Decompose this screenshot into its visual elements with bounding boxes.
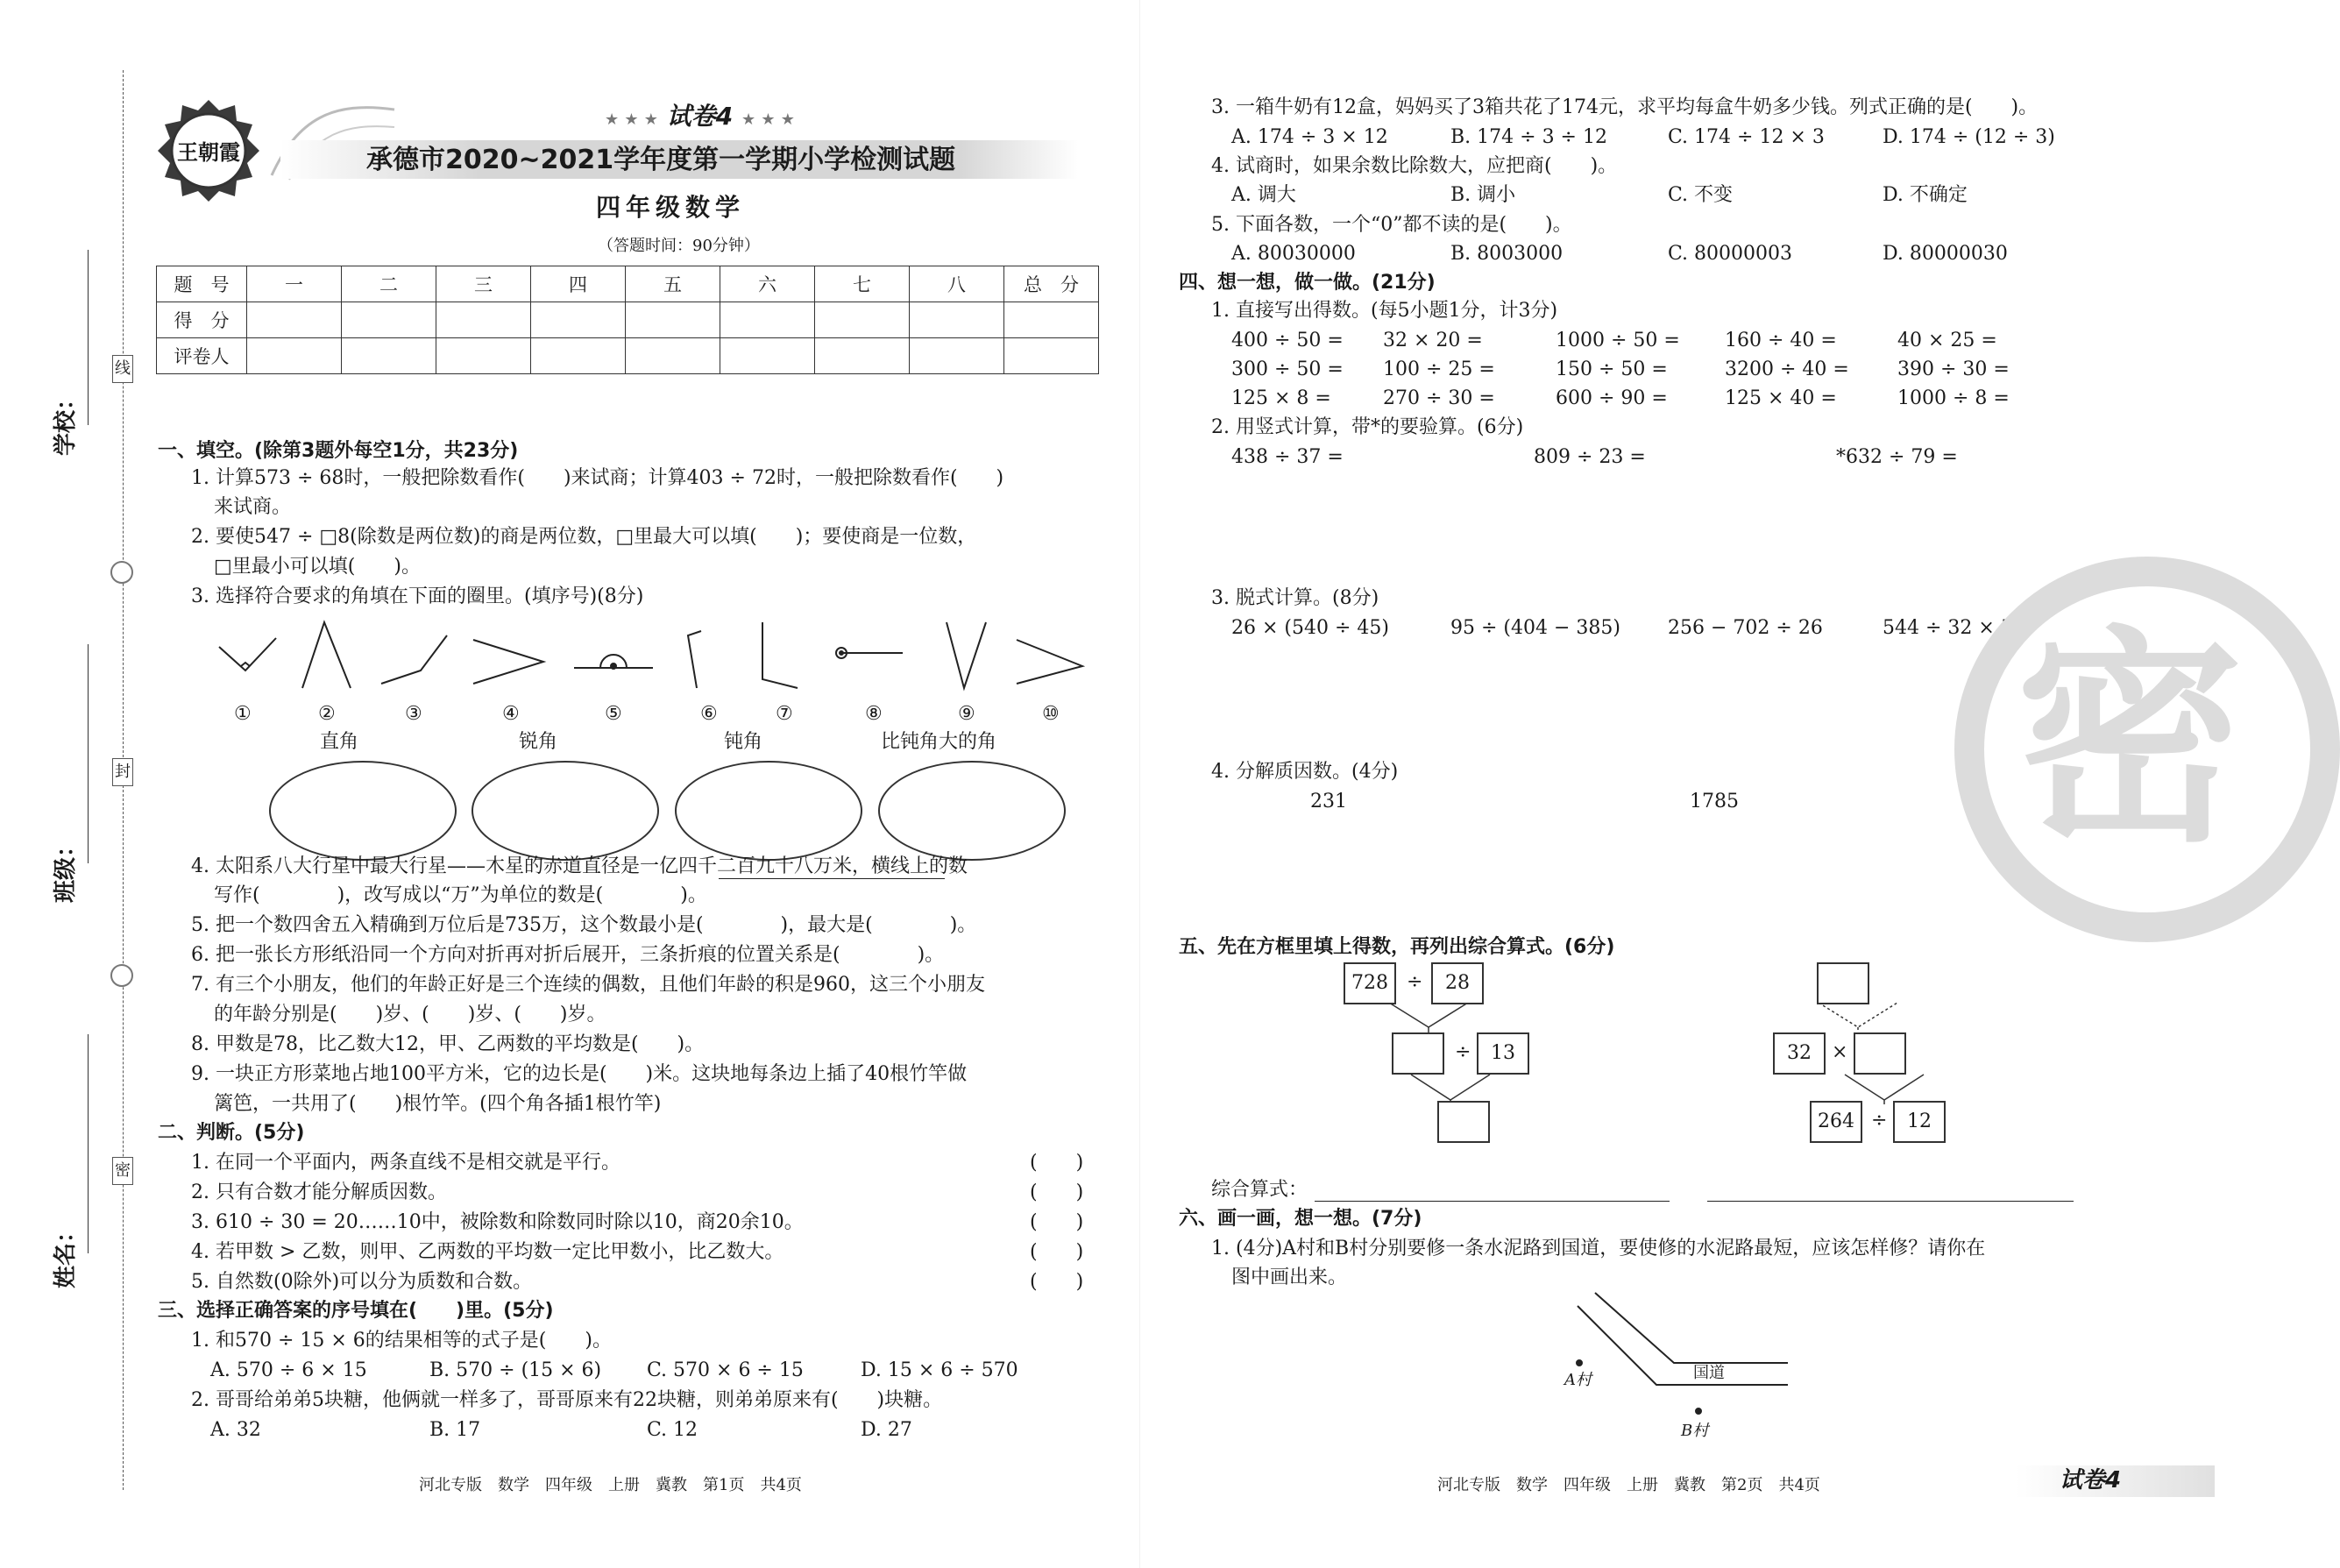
choice-q5-opt-d[interactable]: D. 80000030 <box>1883 243 2008 265</box>
vertical-calc-item[interactable]: *632 ÷ 79 = <box>1836 446 1958 468</box>
calc-box-728: 728 <box>1344 962 1396 1004</box>
vertical-calc-title: 2. 用竖式计算，带*的要验算。(6分) <box>1211 416 1524 438</box>
table-header-cell: 二 <box>342 266 436 302</box>
q1-2-text: 2. 要使547 ÷ □8(除数是两位数)的商是两位数，□里最大可以填( )；要使商是一位数， <box>191 526 977 548</box>
category-obtuse-angle: 钝角 <box>724 731 763 753</box>
exam-banner: ★ ★ ★ 试卷4 ★ ★ ★ <box>605 102 795 131</box>
answer-oval-right[interactable] <box>269 761 457 861</box>
choice-q4-opt-b[interactable]: B. 调小 <box>1450 184 1516 206</box>
choice-q2-opt-d[interactable]: D. 27 <box>861 1419 912 1441</box>
angle-figures <box>210 614 1104 701</box>
answer-oval-obtuse[interactable] <box>675 761 862 861</box>
score-table <box>156 266 1099 374</box>
confidential-watermark <box>1954 557 2244 942</box>
table-header-cell: 四 <box>531 266 626 302</box>
oral-item[interactable]: 100 ÷ 25 = <box>1383 358 1495 380</box>
class-label: 班级： <box>53 834 79 903</box>
choice-q5-text: 5. 下面各数，一个“0”都不读的是( )。 <box>1211 214 1572 236</box>
choice-q5-opt-a[interactable]: A. 80030000 <box>1231 243 1356 265</box>
step-calc-title: 3. 脱式计算。(8分) <box>1211 587 1379 609</box>
section-5-title: 五、先在方框里填上得数，再列出综合算式。(6分) <box>1179 936 1615 958</box>
choice-q2-opt-a[interactable]: A. 32 <box>210 1419 261 1441</box>
banner-text: 试卷4 <box>666 102 734 131</box>
score-cell[interactable] <box>1004 302 1099 338</box>
choice-q2-opt-c[interactable]: C. 12 <box>647 1419 698 1441</box>
judge-item-1: 1. 在同一个平面内，两条直线不是相交就是平行。 <box>191 1152 620 1174</box>
page-fold <box>1139 0 1140 1568</box>
section-6-title: 六、画一画，想一想。(7分) <box>1179 1208 1422 1230</box>
table-row <box>157 302 1099 338</box>
score-cell[interactable] <box>910 338 1004 374</box>
category-reflex-angle: 比钝角大的角 <box>881 731 997 753</box>
section-2-title: 二、判断。(5分) <box>158 1122 305 1144</box>
table-row <box>157 338 1099 374</box>
calc-box-28: 28 <box>1431 962 1484 1004</box>
vertical-calc-item[interactable]: 809 ÷ 23 = <box>1534 446 1646 468</box>
category-acute-angle: 锐角 <box>519 731 558 753</box>
choice-q4-opt-d[interactable]: D. 不确定 <box>1883 184 1968 206</box>
angle-label: ③ <box>405 703 422 725</box>
score-cell[interactable] <box>531 302 626 338</box>
formula-line-right[interactable] <box>1707 1201 2074 1202</box>
choice-q3-opt-a[interactable]: A. 174 ÷ 3 × 12 <box>1231 126 1388 148</box>
oral-item[interactable]: 390 ÷ 30 = <box>1897 358 2010 380</box>
oral-item[interactable]: 270 ÷ 30 = <box>1383 387 1495 409</box>
oral-item[interactable]: 300 ÷ 50 = <box>1231 358 1344 380</box>
mark-mi: 密 <box>112 1157 133 1185</box>
q1-1-text-cont: 来试商。 <box>214 496 292 518</box>
calc-answer-box[interactable] <box>1817 962 1869 1004</box>
brand-logo <box>156 98 261 203</box>
score-cell[interactable] <box>531 338 626 374</box>
choice-q3-opt-c[interactable]: C. 174 ÷ 12 × 3 <box>1668 126 1825 148</box>
section-4-title: 四、想一想，做一做。(21分) <box>1179 272 1436 294</box>
choice-q3-text: 3. 一箱牛奶有12盒，妈妈买了3箱共花了174元，求平均每盒牛奶多少钱。列式正确的是( )。 <box>1211 96 2039 118</box>
q1-4-text: 4. 太阳系八大行星中最大行星——木星的赤道直径是一亿四千二百九十八万米，横线上的数 <box>191 855 968 877</box>
angle-label: ⑩ <box>1042 703 1060 725</box>
factor-title: 4. 分解质因数。(4分) <box>1211 761 1399 783</box>
angle-label: ① <box>234 703 252 725</box>
angle-9 <box>947 622 986 688</box>
score-cell[interactable] <box>720 338 815 374</box>
calc-box-12: 12 <box>1893 1101 1946 1143</box>
exam-title: 承德市2020~2021学年度第一学期小学检测试题 <box>366 145 956 175</box>
score-cell[interactable] <box>626 338 720 374</box>
score-cell[interactable] <box>342 302 436 338</box>
mark-feng: 封 <box>112 758 133 786</box>
oral-item[interactable]: 600 ÷ 90 = <box>1556 387 1668 409</box>
step-calc-item[interactable]: 544 ÷ 32 × 5 <box>1883 617 2013 639</box>
score-cell[interactable] <box>815 302 910 338</box>
name-label: 姓名： <box>53 1219 79 1288</box>
operator-divide: ÷ <box>1455 1041 1471 1063</box>
judge-item-4: 4. 若甲数 > 乙数，则甲、乙两数的平均数一定比甲数小，比乙数大。 <box>191 1241 784 1263</box>
village-b-label: B村 <box>1681 1422 1709 1440</box>
factor-item[interactable]: 1785 <box>1690 791 1739 812</box>
subject-title: 四年级数学 <box>596 193 746 222</box>
judge-item-3: 3. 610 ÷ 30 = 20……10中，被除数和除数同时除以10，商20余10。 <box>191 1211 804 1233</box>
table-header-cell: 八 <box>910 266 1004 302</box>
vertical-calc-item[interactable]: 438 ÷ 37 = <box>1231 446 1344 468</box>
punch-hole-icon <box>110 561 133 584</box>
q1-9-text-cont: 篱笆，一共用了( )根竹竿。(四个角各插1根竹竿) <box>214 1093 662 1115</box>
step-calc-item[interactable]: 256 − 702 ÷ 26 <box>1668 617 1823 639</box>
table-header-cell: 五 <box>626 266 720 302</box>
exam-time: （答题时间：90分钟） <box>598 237 760 255</box>
angle-label: ⑦ <box>776 703 793 725</box>
choice-q5-opt-c[interactable]: C. 80000003 <box>1668 243 1793 265</box>
choice-q2-text: 2. 哥哥给弟弟5块糖，他俩就一样多了，哥哥原来有22块糖，则弟弟原来有( )块糖。 <box>191 1389 943 1411</box>
choice-q2-opt-b[interactable]: B. 17 <box>429 1419 481 1441</box>
q1-3-text: 3. 选择符合要求的角填在下面的圈里。(填序号)(8分) <box>191 585 644 607</box>
footer-right: 河北专版 数学 四年级 上册 冀教 第2页 共4页 <box>1437 1476 1820 1494</box>
angle-label: ② <box>318 703 336 725</box>
score-cell[interactable] <box>815 338 910 374</box>
oral-item[interactable]: 150 ÷ 50 = <box>1556 358 1668 380</box>
choice-q1-text: 1. 和570 ÷ 15 × 6的结果相等的式子是( )。 <box>191 1330 612 1352</box>
angle-label: ⑤ <box>605 703 622 725</box>
angle-2 <box>302 622 351 688</box>
judge-bracket-5[interactable]: ( ) <box>1030 1271 1084 1293</box>
score-cell[interactable] <box>247 302 342 338</box>
oral-item[interactable]: 1000 ÷ 8 = <box>1897 387 2010 409</box>
step-calc-item[interactable]: 26 × (540 ÷ 45) <box>1231 617 1389 639</box>
table-header-cell: 总 分 <box>1004 266 1099 302</box>
angle-6 <box>688 631 701 688</box>
q1-8-text: 8. 甲数是78，比乙数大12，甲、乙两数的平均数是( )。 <box>191 1033 705 1055</box>
operator-divide: ÷ <box>1407 971 1423 993</box>
score-cell[interactable] <box>436 302 531 338</box>
draw-q1-text-cont: 图中画出来。 <box>1231 1266 1348 1288</box>
calc-box-32: 32 <box>1773 1032 1826 1075</box>
choice-q1-opt-c[interactable]: C. 570 × 6 ÷ 15 <box>647 1359 804 1381</box>
choice-q1-opt-b[interactable]: B. 570 ÷ (15 × 6) <box>429 1359 602 1381</box>
footer-badge: 试卷4 <box>2060 1467 2122 1494</box>
answer-oval-reflex[interactable] <box>878 761 1066 861</box>
oral-calc-title: 1. 直接写出得数。(每5小题1分，计3分) <box>1211 300 1558 322</box>
step-calc-item[interactable]: 95 ÷ (404 − 385) <box>1450 617 1620 639</box>
q1-7-text-cont: 的年龄分别是( )岁、( )岁、( )岁。 <box>214 1004 606 1025</box>
judge-item-5: 5. 自然数(0除外)可以分为质数和合数。 <box>191 1271 533 1293</box>
score-cell[interactable] <box>342 338 436 374</box>
table-header-cell: 题 号 <box>157 266 247 302</box>
score-cell[interactable] <box>436 338 531 374</box>
choice-q5-opt-b[interactable]: B. 8003000 <box>1450 243 1564 265</box>
oral-item[interactable]: 3200 ÷ 40 = <box>1725 358 1849 380</box>
table-header-cell: 三 <box>436 266 531 302</box>
table-row-label: 评卷人 <box>157 338 247 374</box>
q1-1-text: 1. 计算573 ÷ 68时，一般把除数看作( )来试商；计算403 ÷ 72时，一般把除数看作( ) <box>191 467 1004 489</box>
q1-5-text: 5. 把一个数四舍五入精确到万位后是735万，这个数最小是( )，最大是( )。 <box>191 914 977 936</box>
formula-line-left[interactable] <box>1315 1201 1670 1202</box>
oral-item[interactable]: 400 ÷ 50 = <box>1231 330 1344 351</box>
score-cell[interactable] <box>910 302 1004 338</box>
watermark-char: 密 <box>2016 608 2244 873</box>
road-label: 国道 <box>1693 1364 1725 1382</box>
logo-text: 王朝霞 <box>177 139 240 165</box>
angle-4 <box>473 640 543 684</box>
q1-7-text: 7. 有三个小朋友，他们的年龄正好是三个连续的偶数，且他们年龄的积是960，这三个小朋友 <box>191 974 985 996</box>
judge-bracket-4[interactable]: ( ) <box>1030 1241 1084 1263</box>
angle-1 <box>219 638 276 670</box>
angle-label: ⑨ <box>958 703 975 725</box>
calc-box-264: 264 <box>1810 1101 1862 1143</box>
choice-q3-opt-b[interactable]: B. 174 ÷ 3 ÷ 12 <box>1450 126 1607 148</box>
judge-bracket-1[interactable]: ( ) <box>1030 1152 1084 1174</box>
oral-item[interactable]: 160 ÷ 40 = <box>1725 330 1837 351</box>
choice-q1-opt-a[interactable]: A. 570 ÷ 6 × 15 <box>210 1359 367 1381</box>
score-cell[interactable] <box>626 302 720 338</box>
score-cell[interactable] <box>720 302 815 338</box>
section-3-title: 三、选择正确答案的序号填在( )里。(5分) <box>158 1300 554 1322</box>
draw-q1-text: 1. (4分)A村和B村分别要修一条水泥路到国道，要使修的水泥路最短，应该怎样修？请你在 <box>1211 1238 1986 1259</box>
calc-answer-box[interactable] <box>1437 1101 1490 1143</box>
answer-oval-acute[interactable] <box>472 761 659 861</box>
table-row <box>157 266 1099 302</box>
oral-item[interactable]: 40 × 25 = <box>1897 330 1997 351</box>
underline <box>719 878 945 879</box>
table-header-cell: 六 <box>720 266 815 302</box>
calc-answer-box[interactable] <box>1854 1032 1906 1075</box>
angle-label: ⑧ <box>865 703 883 725</box>
table-row-label: 得 分 <box>157 302 247 338</box>
operator-divide: ÷ <box>1871 1110 1888 1132</box>
factor-item[interactable]: 231 <box>1310 791 1347 812</box>
oral-item[interactable]: 125 × 40 = <box>1725 387 1837 409</box>
score-cell[interactable] <box>1004 338 1099 374</box>
formula-label: 综合算式： <box>1211 1179 1308 1201</box>
oral-item[interactable]: 125 × 8 = <box>1231 387 1331 409</box>
choice-q4-opt-c[interactable]: C. 不变 <box>1668 184 1734 206</box>
punch-hole-icon <box>110 964 133 987</box>
oral-item[interactable]: 32 × 20 = <box>1383 330 1483 351</box>
calc-box-13: 13 <box>1477 1032 1529 1075</box>
q1-6-text: 6. 把一张长方形纸沿同一个方向对折再对折后展开，三条折痕的位置关系是( )。 <box>191 944 945 966</box>
school-label: 学校： <box>53 387 79 456</box>
q1-2-text-cont: □里最小可以填( )。 <box>214 556 421 578</box>
table-header-cell: 一 <box>247 266 342 302</box>
section-1-title: 一、填空。(除第3题外每空1分，共23分) <box>158 440 519 462</box>
q1-4-text-cont: 写作( )，改写成以“万”为单位的数是( )。 <box>214 884 707 906</box>
angle-label: ⑥ <box>700 703 718 725</box>
footer-left: 河北专版 数学 四年级 上册 冀教 第1页 共4页 <box>419 1476 802 1494</box>
oral-item[interactable]: 1000 ÷ 50 = <box>1556 330 1680 351</box>
angle-10 <box>1017 640 1082 684</box>
angle-3 <box>381 635 447 684</box>
choice-q4-opt-a[interactable]: A. 调大 <box>1231 184 1296 206</box>
category-right-angle: 直角 <box>320 731 359 753</box>
angle-7 <box>762 622 798 688</box>
q1-9-text: 9. 一块正方形菜地占地100平方米，它的边长是( )米。这块地每条边上插了40根竹竿做 <box>191 1063 968 1085</box>
choice-q3-opt-d[interactable]: D. 174 ÷ (12 ÷ 3) <box>1883 126 2055 148</box>
operator-multiply: × <box>1832 1041 1848 1063</box>
choice-q1-opt-d[interactable]: D. 15 × 6 ÷ 570 <box>861 1359 1018 1381</box>
judge-bracket-3[interactable]: ( ) <box>1030 1211 1084 1233</box>
calc-answer-box[interactable] <box>1392 1032 1444 1075</box>
judge-bracket-2[interactable]: ( ) <box>1030 1181 1084 1203</box>
score-cell[interactable] <box>247 338 342 374</box>
table-header-cell: 七 <box>815 266 910 302</box>
village-a-label: A村 <box>1564 1371 1592 1389</box>
angle-label: ④ <box>502 703 520 725</box>
choice-q4-text: 4. 试商时，如果余数比除数大，应把商( )。 <box>1211 155 1618 177</box>
mark-xian: 线 <box>112 355 133 383</box>
judge-item-2: 2. 只有合数才能分解质因数。 <box>191 1181 447 1203</box>
